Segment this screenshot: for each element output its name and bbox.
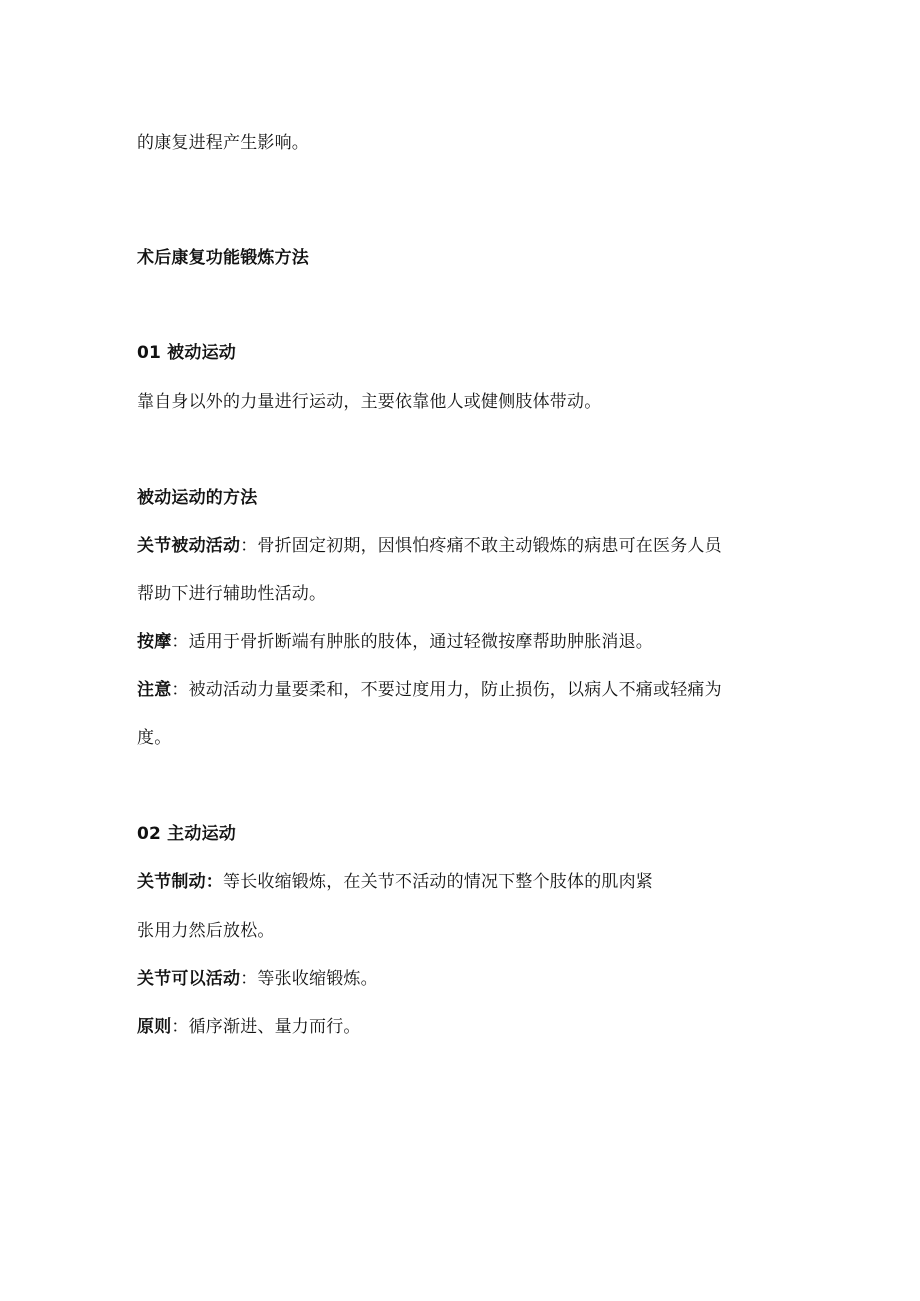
caution-paragraph-line-2: [137, 726, 171, 750]
caution-text-2: 度。: [137, 728, 172, 748]
joint-brake-text-2: 张用力然后放松。: [137, 921, 275, 941]
joint-passive-paragraph-line-1: [137, 534, 722, 558]
massage-paragraph: [137, 630, 653, 654]
passive-heading: [137, 341, 236, 365]
joint-passive-text-1: ：骨折固定初期，因惧怕疼痛不敢主动锻炼的病患可在医务人员: [240, 536, 722, 556]
passive-methods-heading: [137, 486, 257, 510]
passive-methods-heading-text: 被动运动的方法: [137, 488, 258, 508]
joint-passive-label: 关节被动活动: [137, 536, 241, 556]
intro-tail: 的康复进程产生影响。: [137, 133, 309, 153]
passive-description: [137, 390, 601, 414]
passive-heading-text: 01 被动运动: [137, 343, 236, 363]
caution-text-1: ：被动活动力量要柔和，不要过度用力，防止损伤，以病人不痛或轻痛为: [171, 680, 722, 700]
section-title: [137, 246, 309, 270]
joint-brake-text-1: 等长收缩锻炼，在关节不活动的情况下整个肢体的肌肉紧: [223, 872, 653, 892]
joint-passive-paragraph-line-2: [137, 582, 326, 606]
principle-text: ：循序渐进、量力而行。: [171, 1017, 361, 1037]
massage-label: 按摩: [137, 632, 172, 652]
principle-paragraph: [137, 1015, 361, 1039]
joint-passive-text-2: 帮助下进行辅助性活动。: [137, 584, 327, 604]
joint-brake-paragraph-line-2: [137, 919, 275, 943]
intro-tail-text: [137, 131, 309, 155]
principle-label: 原则: [137, 1017, 172, 1037]
caution-paragraph-line-1: [137, 678, 722, 702]
joint-movable-text: ：等张收缩锻炼。: [240, 969, 378, 989]
joint-movable-paragraph: [137, 967, 378, 991]
joint-brake-label: 关节制动：: [137, 872, 223, 892]
passive-description-text: 靠自身以外的力量进行运动，主要依靠他人或健侧肢体带动。: [137, 392, 602, 412]
joint-brake-paragraph-line-1: [137, 870, 653, 894]
caution-label: 注意: [137, 680, 172, 700]
joint-movable-label: 关节可以活动: [137, 969, 241, 989]
massage-text: ：适用于骨折断端有肿胀的肢体，通过轻微按摩帮助肿胀消退。: [171, 632, 654, 652]
active-heading-text: 02 主动运动: [137, 824, 236, 844]
active-heading: [137, 822, 236, 846]
section-title-text: 术后康复功能锻炼方法: [137, 248, 309, 268]
